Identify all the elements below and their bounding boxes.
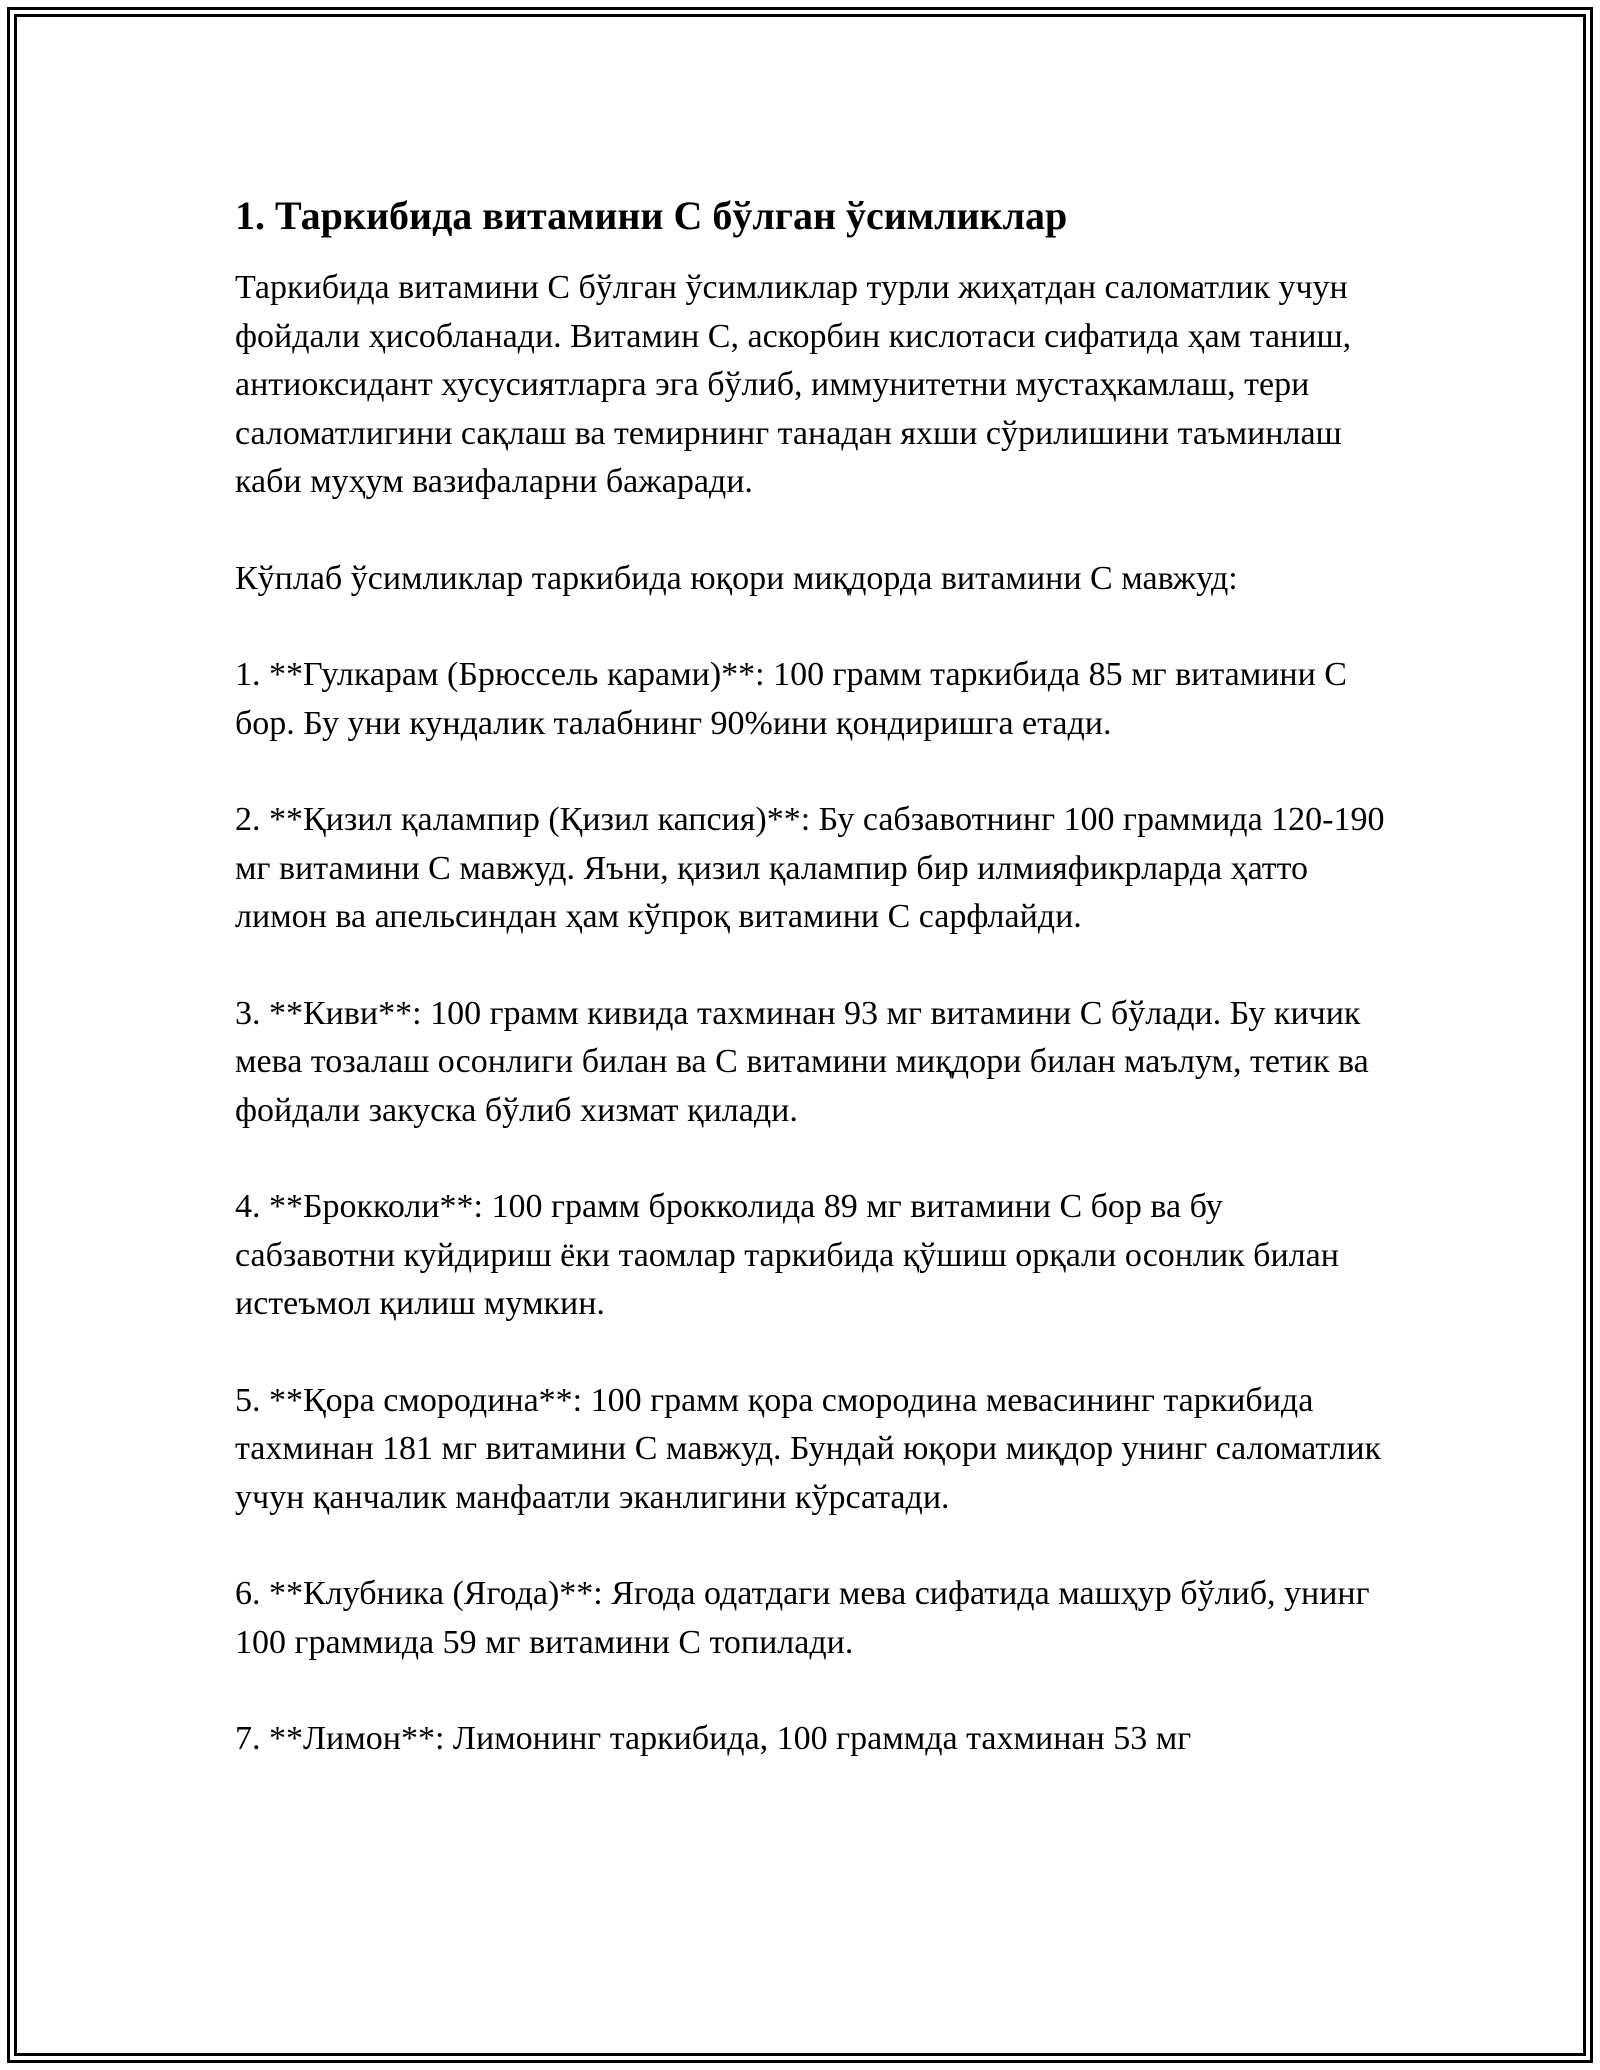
- list-item-red-pepper: 2. **Қизил қалампир (Қизил капсия)**: Бу сабзавотнинг 100 граммида 120-190 мг витамини С мавжуд. Яъни, қизил қалампир бир илмияфикрларда ҳатто лимон ва апельсиндан ҳам кўпроқ витамини С сарфлайди.: [235, 801, 1385, 935]
- list-item-lemon: 7. **Лимон**: Лимонинг таркибида, 100 граммда тахминан 53 мг: [235, 1720, 1192, 1757]
- list-item-black-currant: 5. **Қора смородина**: 100 грамм қора смородина мевасининг таркибида тахминан 181 мг витамини С мавжуд. Бундай юқори миқдор унинг саломатлик учун қанчалик манфаатли эканлигини кўрсатади.: [235, 1381, 1382, 1516]
- list-item-brussels-sprouts: 1. **Гулкарам (Брюссель карами)**: 100 грамм таркибида 85 мг витамини С бор. Бу уни кундалик талабнинг 90%ини қондиришга етади.: [235, 656, 1347, 742]
- list-item-broccoli: 4. **Брокколи**: 100 грамм брокколида 89 мг витамини С бор ва бу сабзавотни куйдириш ёки таомлар таркибида қўшиш орқали осонлик билан истеъмол қилиш мумкин.: [235, 1188, 1339, 1322]
- intro-paragraph: Таркибида витамини С бўлган ўсимликлар турли жиҳатдан саломатлик учун фойдали ҳисобланади. Витамин С, аскорбин кислотаси сифатида ҳам таниш, антиоксидант хусусиятларга эга бўлиб, иммунитетни мустаҳкамлаш, тери саломатлигини сақлаш ва темирнинг танадан яхши сўрилишини таъминлаш каби муҳум вазифаларни бажаради.: [235, 269, 1352, 500]
- list-item-strawberry: 6. **Клубника (Ягода)**: Ягода одатдаги мева сифатида машҳур бўлиб, унинг 100 граммида 59 мг витамини С топилади.: [235, 1575, 1370, 1661]
- list-item-kiwi: 3. **Киви**: 100 грамм кивида тахминан 93 мг витамини С бўлади. Бу кичик мева тозалаш осонлиги билан ва С витамини миқдори билан маълум, тетик ва фойдали закуска бўлиб хизмат қилади.: [235, 994, 1369, 1129]
- list-intro-paragraph: Кўплаб ўсимликлар таркибида юқори миқдорда витамини С мавжуд:: [235, 559, 1238, 597]
- document-heading: 1. Таркибида витамини С бўлган ўсимликлар: [235, 193, 1068, 238]
- document-body: [235, 190, 1385, 1812]
